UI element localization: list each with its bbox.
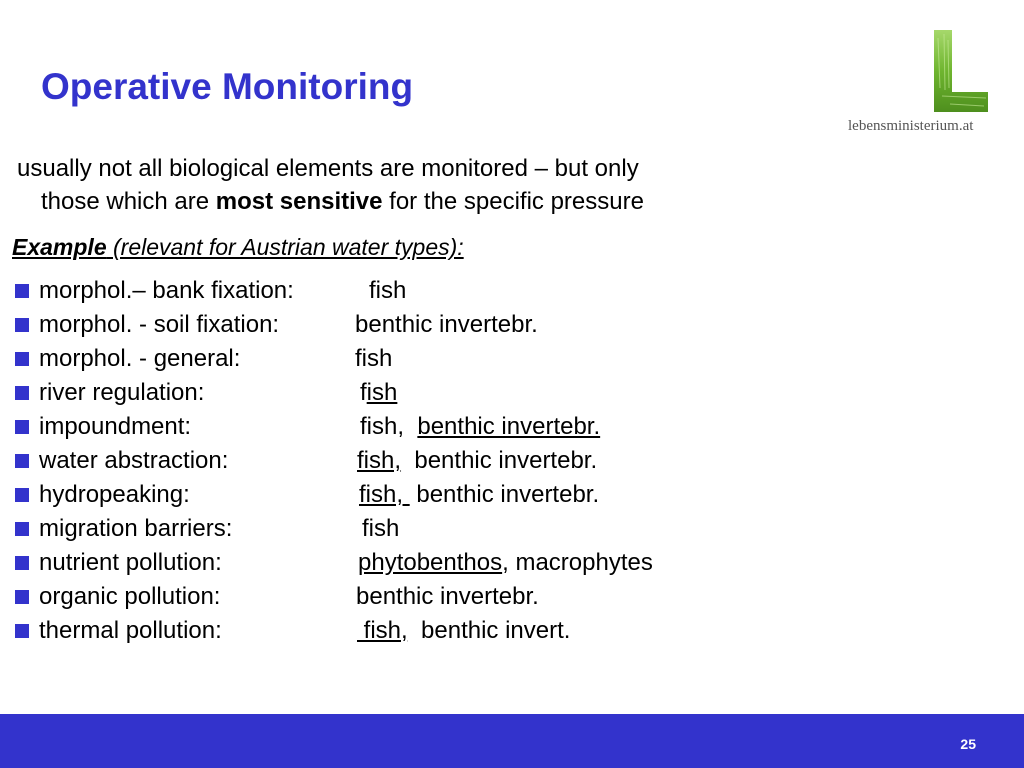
pressure-label: hydropeaking: [39, 481, 190, 508]
example-description: (relevant for Austrian water types): [106, 234, 464, 260]
intro-line-2 [17, 185, 644, 218]
example-label: Example [12, 234, 107, 260]
pressure-label: water abstraction: [39, 447, 229, 474]
square-bullet-icon [15, 352, 29, 366]
sensitive-element: benthic invertebr. [356, 583, 539, 610]
sensitive-element-underlined: benthic invertebr. [417, 413, 601, 440]
square-bullet-icon [15, 284, 29, 298]
footer-bar [0, 714, 1024, 768]
lebensministerium-logo [928, 28, 992, 116]
page-number: 25 [960, 736, 976, 752]
square-bullet-icon [15, 624, 29, 638]
square-bullet-icon [15, 488, 29, 502]
pressure-label: organic pollution: [39, 583, 221, 610]
example-heading [12, 234, 464, 261]
sensitive-element: fish [369, 277, 407, 304]
sensitive-element [360, 376, 397, 410]
sensitive-element-part: benthic invert. [407, 617, 571, 644]
sensitive-element-part: f [360, 379, 367, 406]
pressure-label: nutrient pollution: [39, 549, 222, 576]
sensitive-element: benthic invertebr. [355, 311, 538, 338]
sensitive-element [360, 410, 600, 444]
sensitive-element [358, 546, 653, 580]
square-bullet-icon [15, 386, 29, 400]
intro-line-1: usually not all biological elements are monitored – but only [17, 155, 639, 182]
square-bullet-icon [15, 522, 29, 536]
pressure-label: migration barriers: [39, 515, 233, 542]
sensitive-element-underlined: fish, [359, 481, 410, 508]
sensitive-element-underlined: fish, [357, 447, 402, 474]
sensitive-element-part: benthic invertebr. [409, 481, 600, 508]
pressure-label: impoundment: [39, 413, 192, 440]
square-bullet-icon [15, 318, 29, 332]
square-bullet-icon [15, 454, 29, 468]
sensitive-element-underlined: fish, [357, 617, 408, 644]
pressure-label: morphol. - soil fixation: [39, 311, 280, 338]
sensitive-element: fish [355, 345, 393, 372]
slide-title: Operative Monitoring [41, 66, 414, 107]
intro-paragraph [17, 152, 644, 218]
sensitive-element-part: benthic invertebr. [401, 447, 598, 474]
pressure-label: morphol. - general: [39, 345, 241, 372]
sensitive-element [359, 478, 599, 512]
pressure-label: thermal pollution: [39, 617, 222, 644]
sensitive-element-part: fish, [360, 413, 418, 440]
pressure-label: morphol.– bank fixation: [39, 277, 294, 304]
logo-text: lebensministerium.at [848, 118, 974, 134]
sensitive-element [357, 444, 597, 478]
square-bullet-icon [15, 556, 29, 570]
intro-line-2-post: for the specific pressure [382, 188, 644, 215]
pressure-label: river regulation: [39, 379, 205, 406]
square-bullet-icon [15, 420, 29, 434]
intro-line-2-pre: those which are [41, 188, 216, 215]
sensitive-element-underlined: phytobenthos [358, 549, 503, 576]
sensitive-element [357, 614, 570, 648]
intro-emphasis: most sensitive [215, 188, 383, 215]
sensitive-element: fish [362, 515, 400, 542]
square-bullet-icon [15, 590, 29, 604]
sensitive-element-underlined: ish [366, 379, 398, 406]
sensitive-element-part: , macrophytes [502, 549, 653, 576]
